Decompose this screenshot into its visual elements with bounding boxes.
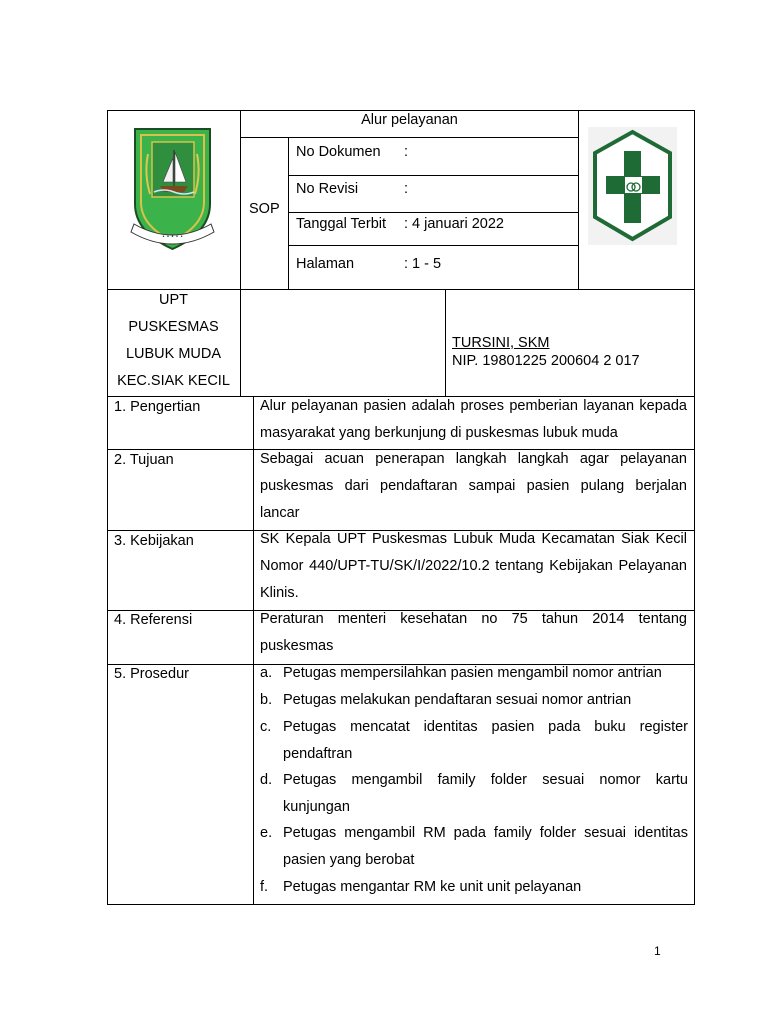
- section-label-kebijakan: 3. Kebijakan: [114, 533, 194, 549]
- procedure-text: Petugas mencatat identitas pasien pada buku register pendaftran: [283, 719, 688, 762]
- signatory-nip: NIP. 19801225 200604 2 017: [452, 353, 640, 369]
- page-number: 1: [654, 944, 661, 958]
- section-label-prosedur: 5. Prosedur: [114, 666, 189, 682]
- section-text-tujuan: Sebagai acuan penerapan langkah langkah agar pelayanan puskesmas dari pendaftaran sampai pasien pulang berjalan lancar: [260, 451, 687, 521]
- org-line: PUSKESMAS: [128, 319, 219, 335]
- section-text-referensi: Peraturan menteri kesehatan no 75 tahun 2014 tentang puskesmas: [260, 611, 687, 654]
- org-line: UPT: [159, 292, 188, 308]
- procedure-text: Petugas mengambil RM pada family folder sesuai identitas pasien yang berobat: [283, 825, 688, 868]
- procedure-letter: c.: [260, 719, 272, 735]
- organization-name: [107, 287, 240, 395]
- procedure-text: Petugas mempersilahkan pasien mengambil nomor antrian: [283, 665, 662, 681]
- section-label-tujuan: 2. Tujuan: [114, 452, 174, 468]
- svg-text:• • • • •: • • • • •: [161, 234, 184, 240]
- revision-label: No Revisi: [296, 181, 359, 197]
- procedure-letter: f.: [260, 879, 269, 895]
- section-label-referensi: 4. Referensi: [114, 612, 193, 628]
- revision-value: :: [404, 181, 409, 197]
- section-text-kebijakan: SK Kepala UPT Puskesmas Lubuk Muda Kecamatan Siak Kecil Nomor 440/UPT-TU/SK/I/2022/10.2 tentang Kebijakan Pelayanan Klinis.: [260, 531, 687, 601]
- procedure-letter: b.: [260, 692, 273, 708]
- section-label-pengertian: 1. Pengertian: [114, 399, 201, 415]
- signatory-name: TURSINI, SKM: [452, 335, 550, 351]
- puskesmas-logo: [588, 127, 677, 245]
- page-label: Halaman: [296, 256, 355, 272]
- procedure-text: Petugas melakukan pendaftaran sesuai nomor antrian: [283, 692, 632, 708]
- org-line: LUBUK MUDA: [125, 346, 222, 362]
- org-line: KEC.SIAK KECIL: [117, 373, 230, 389]
- sop-title: Alur pelayanan: [361, 112, 458, 128]
- procedure-text: Petugas mengantar RM ke unit unit pelayanan: [283, 879, 582, 895]
- issue-date-label: Tanggal Terbit: [296, 216, 387, 232]
- siak-regency-emblem: [130, 124, 220, 254]
- procedure-text: Petugas mengambil family folder sesuai nomor kartu kunjungan: [283, 772, 688, 815]
- section-text-pengertian: Alur pelayanan pasien adalah proses pemberian layanan kepada masyarakat yang berkunjung di puskesmas lubuk muda: [260, 398, 687, 441]
- issue-date-value: : 4 januari 2022: [404, 216, 504, 232]
- doc-number-label: No Dokumen: [296, 144, 381, 160]
- page-value: : 1 - 5: [404, 256, 442, 272]
- procedure-letter: e.: [260, 825, 273, 841]
- procedure-letter: d.: [260, 772, 273, 788]
- sop-label: SOP: [249, 201, 280, 217]
- doc-number-value: :: [404, 144, 409, 160]
- procedure-letter: a.: [260, 665, 273, 681]
